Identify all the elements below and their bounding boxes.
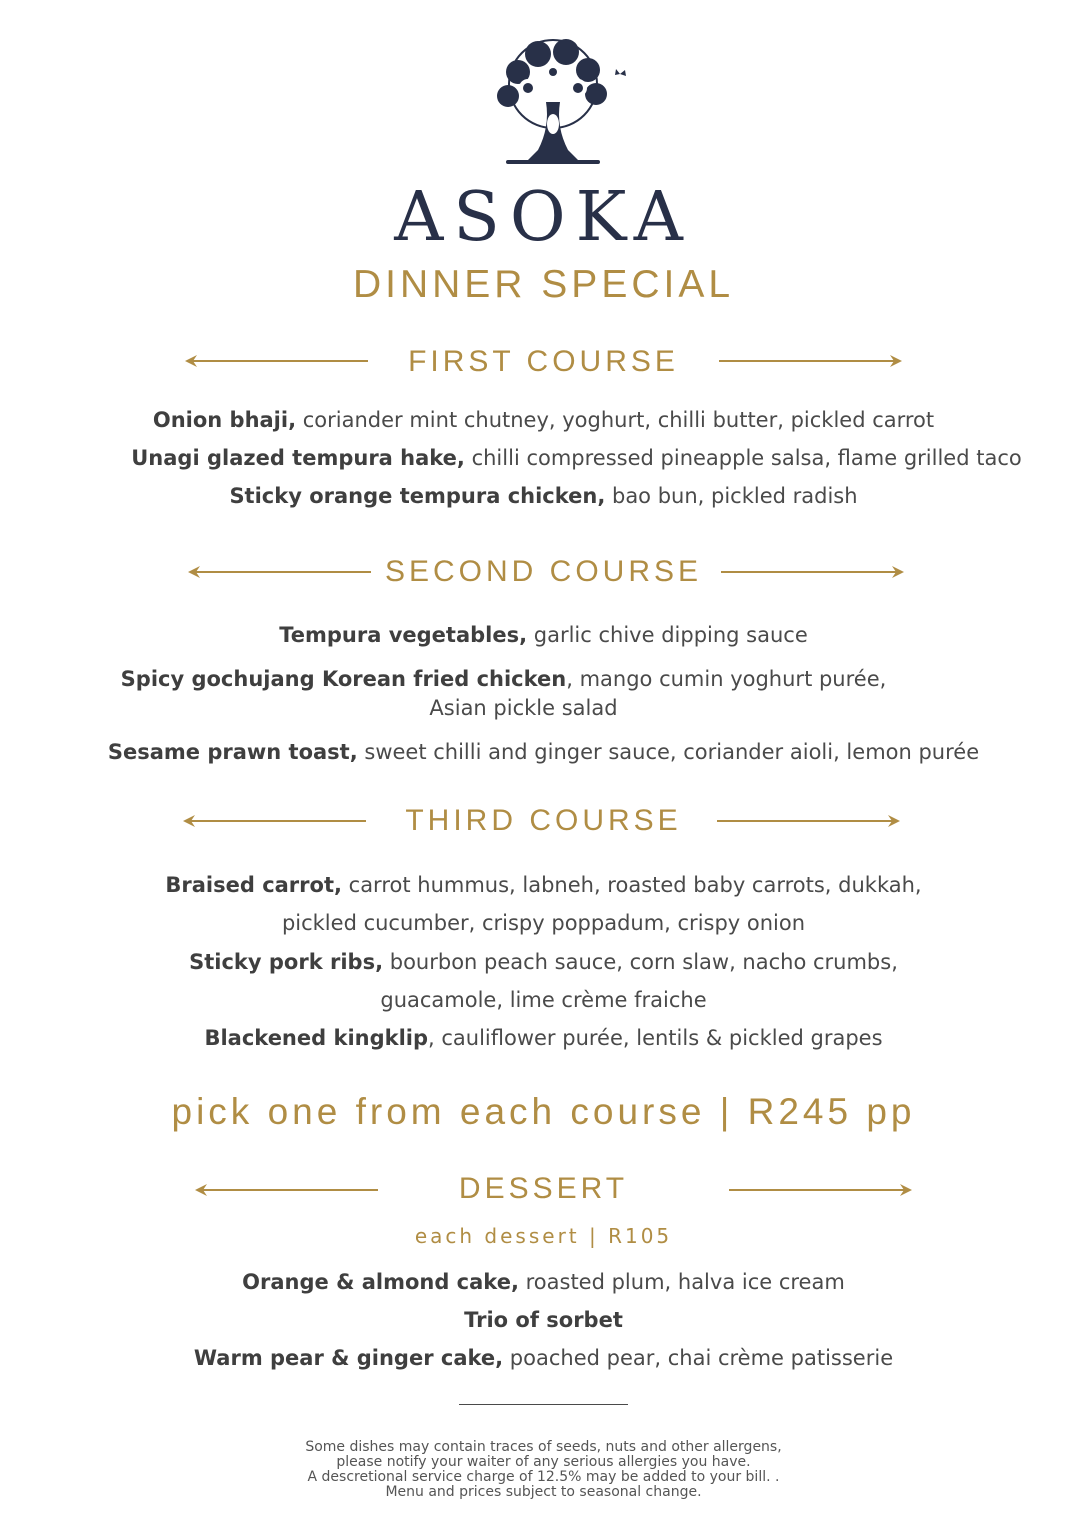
menu-item	[0, 871, 1087, 899]
divider	[459, 1404, 628, 1405]
dessert-price-note: each dessert | R105	[414, 1224, 673, 1248]
allergy-instruction: please notify your waiter of any serious allergies you have.	[336, 1454, 751, 1470]
dish-name: Orange & almond cake,	[242, 1270, 519, 1294]
dish-description: roasted plum, halva ice cream	[518, 1270, 845, 1294]
page-subtitle: DINNER SPECIAL	[352, 263, 735, 306]
section-title-dessert: DESSERT	[458, 1172, 629, 1205]
dish-description: chilli compressed pineapple salsa, flame grilled taco	[464, 446, 1022, 470]
section-title-first-course: FIRST COURSE	[408, 345, 679, 378]
brand-name: ASOKA	[394, 178, 693, 257]
dish-description: garlic chive dipping sauce	[527, 623, 808, 647]
dish-description: coriander mint chutney, yoghurt, chilli butter, pickled carrot	[296, 408, 935, 432]
dish-description: poached pear, chai crème patisserie	[503, 1346, 894, 1370]
menu-item	[0, 621, 1087, 649]
menu-item	[0, 406, 1087, 434]
dish-name: Warm pear & ginger cake,	[193, 1346, 504, 1370]
menu-item	[0, 1306, 1087, 1334]
tree-of-life-icon	[468, 32, 638, 172]
dish-name: Braised carrot,	[165, 873, 342, 897]
menu-item	[0, 482, 1087, 510]
dish-name: Sticky pork ribs,	[189, 950, 384, 974]
dish-description: bao bun, pickled radish	[605, 484, 858, 508]
dish-description: , cauliflower purée, lentils & pickled grapes	[428, 1026, 883, 1050]
menu-item	[33, 444, 1087, 472]
dish-name: Blackened kingklip	[204, 1026, 429, 1050]
dish-name: Sticky orange tempura chicken,	[229, 484, 606, 508]
dish-description-continued: Asian pickle salad	[429, 696, 618, 720]
dish-description-continued: pickled cucumber, crispy poppadum, crispy onion	[281, 911, 806, 935]
section-title-second-course: SECOND COURSE	[384, 555, 703, 588]
dish-name: Trio of sorbet	[464, 1308, 623, 1332]
dish-description: carrot hummus, labneh, roasted baby carrots, dukkah,	[341, 873, 922, 897]
seasonal-change-note: Menu and prices subject to seasonal change.	[385, 1484, 702, 1500]
set-menu-price: pick one from each course | R245 pp	[171, 1091, 916, 1132]
dish-description-continued: guacamole, lime crème fraiche	[380, 988, 707, 1012]
service-charge-note: A descretional service charge of 12.5% may be added to your bill. .	[307, 1469, 780, 1485]
dish-description: bourbon peach sauce, corn slaw, nacho crumbs,	[383, 950, 898, 974]
dish-name: Spicy gochujang Korean fried chicken	[120, 667, 567, 691]
dish-name: Onion bhaji,	[152, 408, 297, 432]
allergen-notice: Some dishes may contain traces of seeds, nuts and other allergens,	[305, 1439, 782, 1455]
menu-item	[0, 1268, 1087, 1296]
section-title-third-course: THIRD COURSE	[405, 804, 682, 837]
dish-description: , mango cumin yoghurt purée,	[566, 667, 887, 691]
dish-name: Sesame prawn toast,	[107, 740, 358, 764]
menu-item	[0, 1024, 1087, 1052]
menu-item	[0, 665, 1047, 693]
dish-name: Tempura vegetables,	[279, 623, 528, 647]
menu-item	[0, 738, 1087, 766]
dish-name: Unagi glazed tempura hake,	[131, 446, 465, 470]
menu-item	[0, 1344, 1087, 1372]
menu-item	[0, 948, 1087, 976]
dish-description: sweet chilli and ginger sauce, coriander aioli, lemon purée	[357, 740, 980, 764]
